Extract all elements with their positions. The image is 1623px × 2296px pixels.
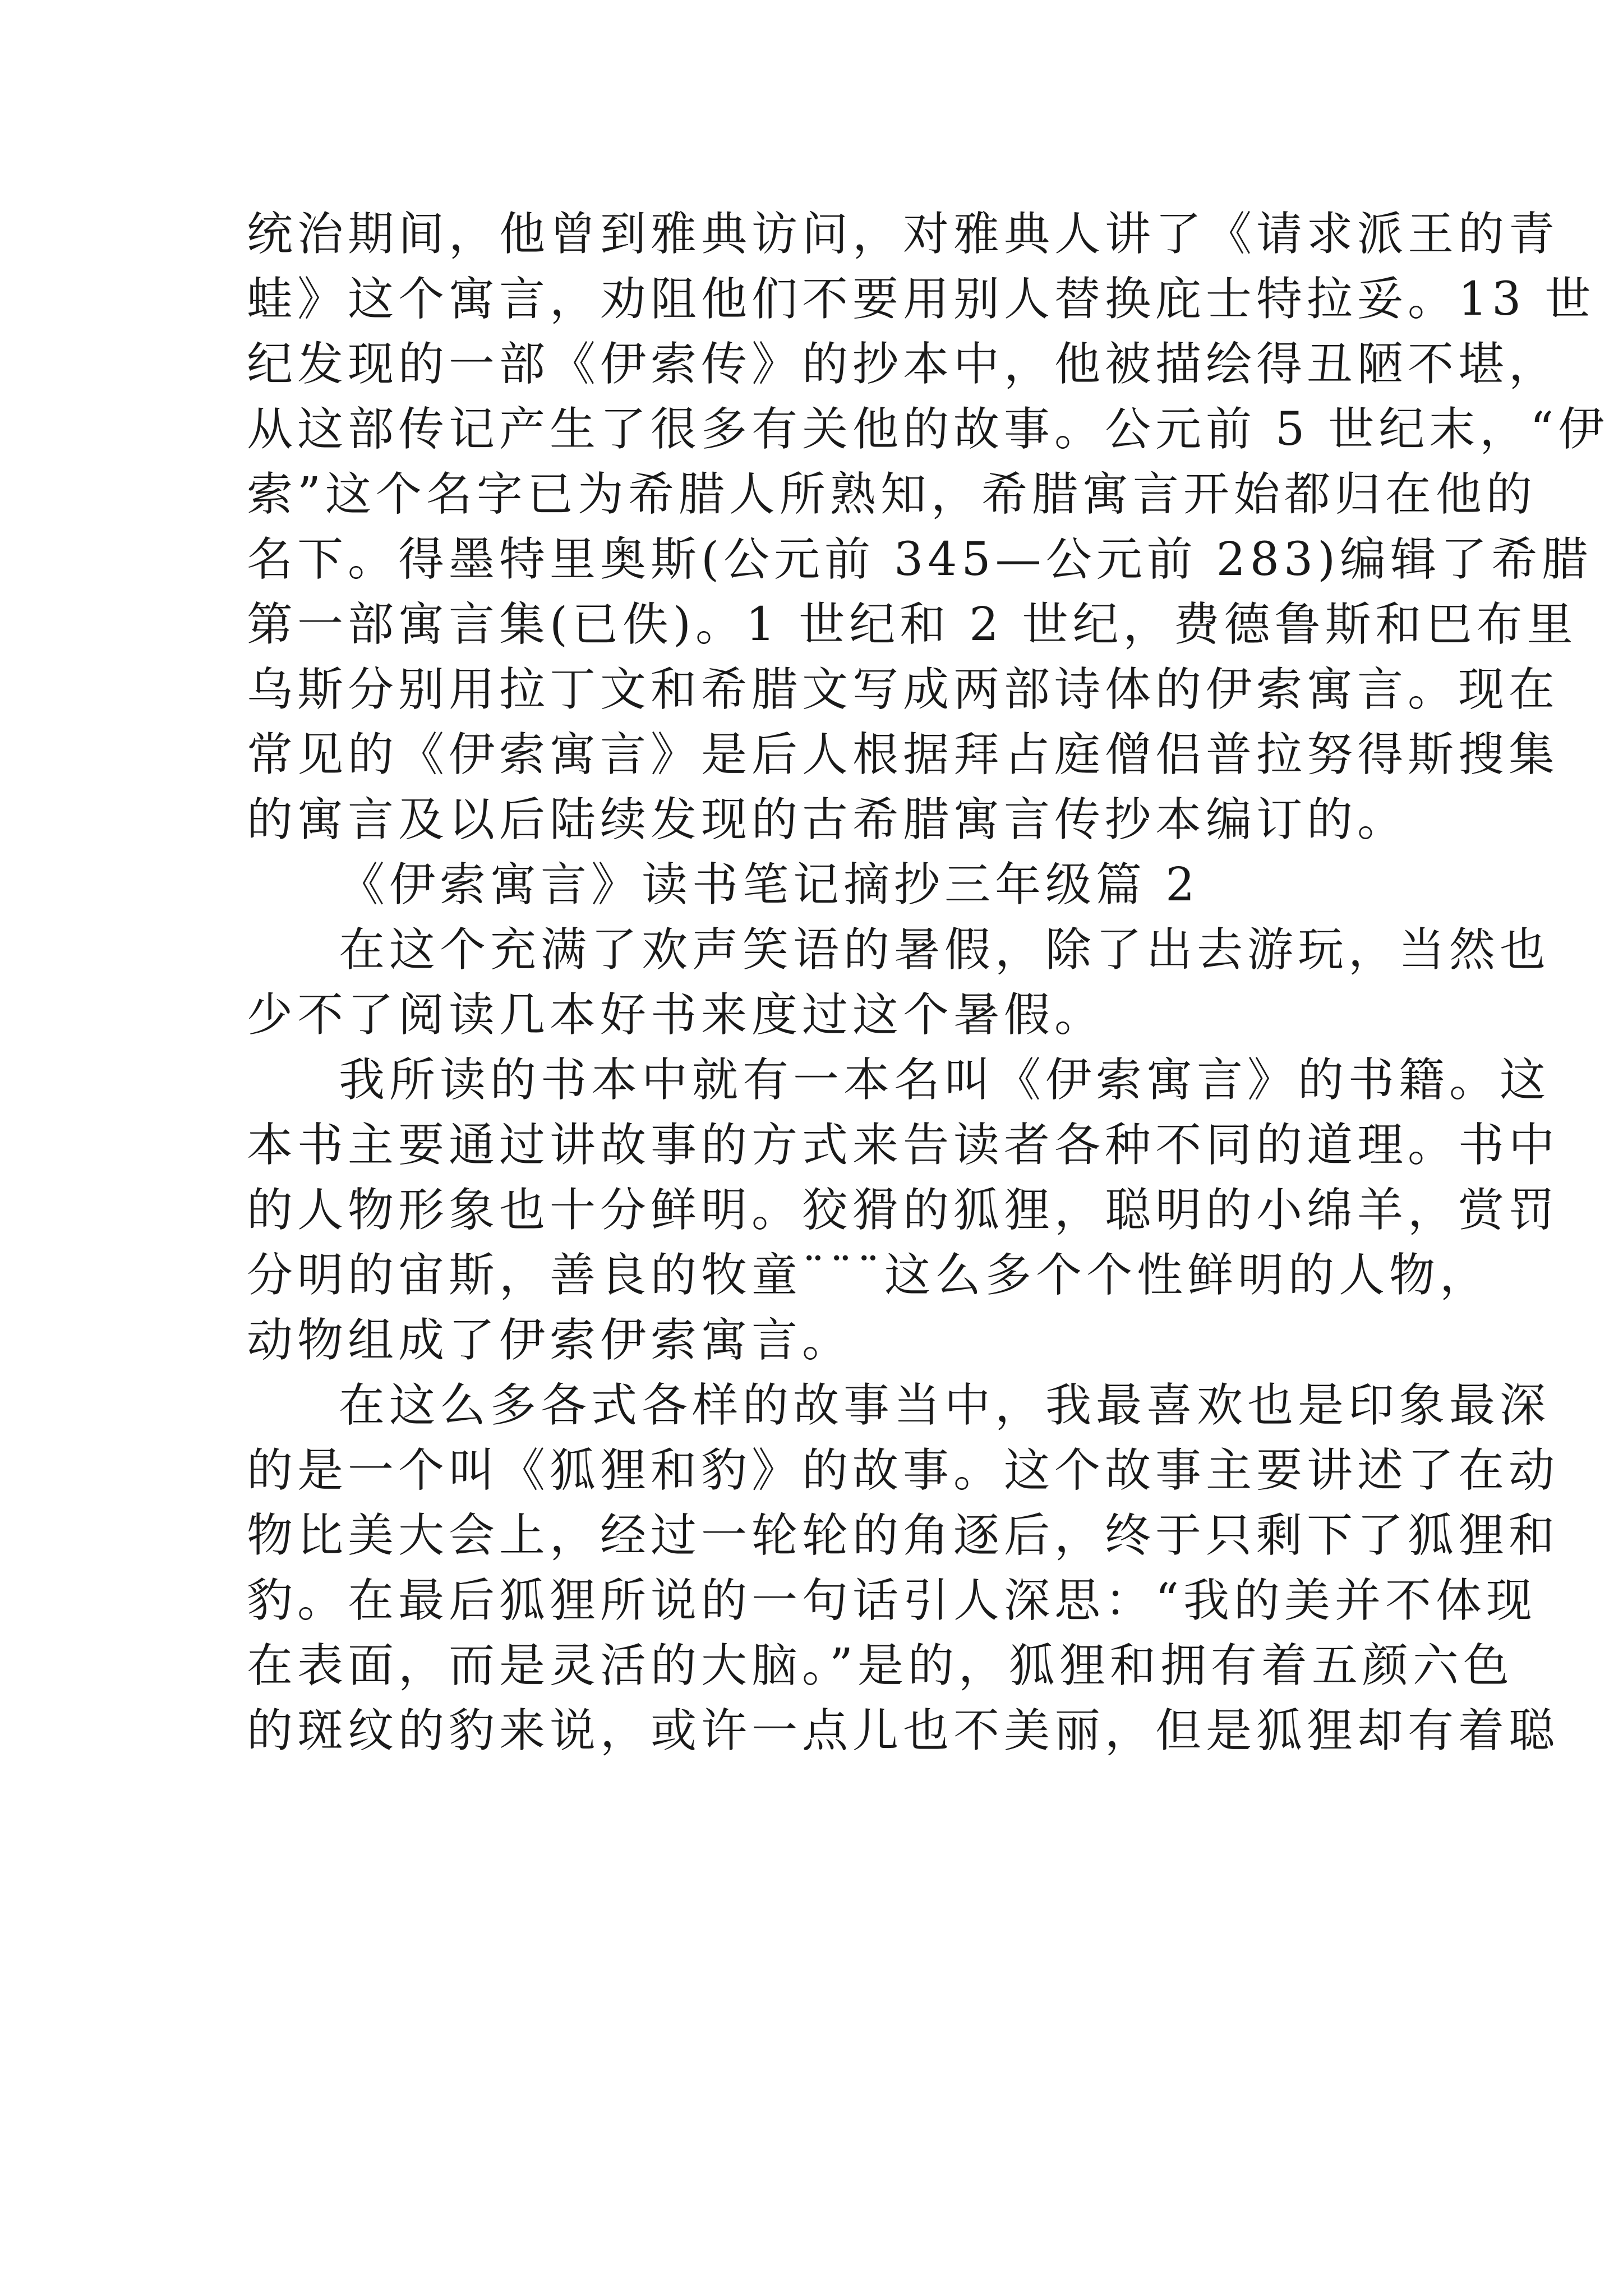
text-line: 蛙》这个寓言，劝阻他们不要用别人替换庇士特拉妥。13 世 (247, 273, 1596, 326)
text-line: 物比美大会上，经过一轮轮的角逐后，终于只剩下了狐狸和 (247, 1509, 1560, 1562)
text-line: 动物组成了伊索伊索寓言。 (247, 1314, 853, 1367)
text-line: 的人物形象也十分鲜明。狡猾的狐狸，聪明的小绵羊，赏罚 (247, 1184, 1560, 1237)
text-line: 我所读的书本中就有一本名叫《伊索寓言》的书籍。这 (339, 1053, 1551, 1107)
text-line: 的寓言及以后陆续发现的古希腊寓言传抄本编订的。 (247, 793, 1408, 846)
text-line: 乌斯分别用拉丁文和希腊文写成两部诗体的伊索寓言。现在 (247, 663, 1560, 716)
text-line: 在这个充满了欢声笑语的暑假，除了出去游玩，当然也 (339, 923, 1551, 977)
text-line: 从这部传记产生了很多有关他的故事。公元前 5 世纪末，“伊 (247, 403, 1609, 456)
text-line: 统治期间，他曾到雅典访问，对雅典人讲了《请求派王的青 (247, 208, 1560, 261)
text-line: 第一部寓言集(已佚)。1 世纪和 2 世纪，费德鲁斯和巴布里 (247, 598, 1578, 651)
text-line: 的是一个叫《狐狸和豹》的故事。这个故事主要讲述了在动 (247, 1444, 1560, 1497)
text-line: 索”这个名字已为希腊人所熟知，希腊寓言开始都归在他的 (247, 468, 1537, 521)
text-line: 名下。得墨特里奥斯(公元前 345—公元前 283)编辑了希腊 (247, 533, 1593, 586)
text-line: 分明的宙斯，善良的牧童¨¨¨这么多个个性鲜明的人物， (247, 1249, 1491, 1302)
text-line: 在表面，而是灵活的大脑。”是的，狐狸和拥有着五颜六色 (247, 1639, 1514, 1692)
text-line: 纪发现的一部《伊索传》的抄本中，他被描绘得丑陋不堪， (247, 338, 1560, 391)
body-text (247, 202, 1609, 1764)
text-line: 豹。在最后狐狸所说的一句话引人深思：“我的美并不体现 (247, 1574, 1537, 1627)
text-line: 本书主要通过讲故事的方式来告读者各种不同的道理。书中 (247, 1119, 1560, 1172)
text-line: 在这么多各式各样的故事当中，我最喜欢也是印象最深 (339, 1379, 1551, 1432)
text-line: 少不了阅读几本好书来度过这个暑假。 (247, 988, 1105, 1042)
text-line: 常见的《伊索寓言》是后人根据拜占庭僧侣普拉努得斯搜集 (247, 728, 1560, 781)
text-line: 的斑纹的豹来说，或许一点儿也不美丽，但是狐狸却有着聪 (247, 1704, 1560, 1757)
section-heading: 《伊索寓言》读书笔记摘抄三年级篇 2 (339, 858, 1200, 912)
